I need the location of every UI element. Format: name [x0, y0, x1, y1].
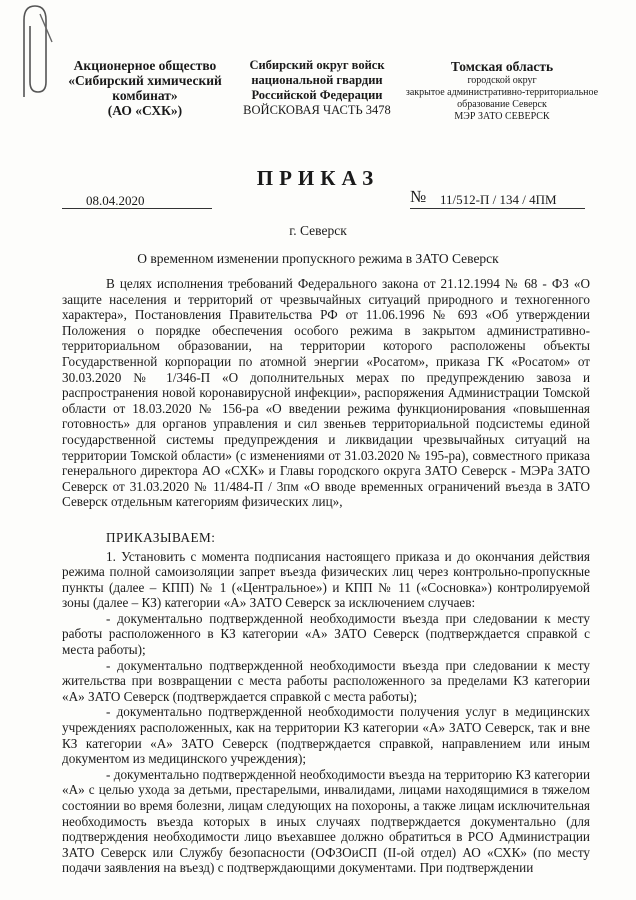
document-body — [62, 276, 590, 876]
order-point-1: 1. Установить с момента подписания настоящего приказа и до окончания действия режима полной самоизоляции запрет въезда физических лиц через контрольно-пропускные пункты (далее – КПП) № 1 («Центральное») и КПП № 11 («Сосновка») контролируемой зоны (далее – КЗ) категории «А» ЗАТО Северск за исключением случаев: — [62, 548, 590, 611]
document-number: 11/512-П / 134 / 4ПМ — [440, 192, 557, 207]
document-title: ПРИКАЗ — [256, 166, 380, 190]
org-line: Томская область — [450, 59, 554, 74]
header-middle-org — [232, 58, 402, 118]
header-right-org — [402, 58, 602, 123]
org-line: Российской Федерации — [251, 88, 383, 102]
org-line: (АО «СХК») — [107, 103, 183, 118]
org-line: городской округ — [467, 75, 537, 86]
org-line: Сибирский округ войск — [249, 58, 385, 72]
date-underline — [62, 208, 212, 209]
number-sign: № — [410, 187, 427, 206]
header-left-org — [55, 58, 235, 118]
paperclip-icon — [16, 2, 56, 102]
order-list-item: - документально подтвержденной необходимости въезда на территорию КЗ категории «А» с целью ухода за детьми, престарелыми, инвалидами, лицами находящимися в тяжелом состоянии во время болезни, лицам следующих на похороны, а также лицам исключительная необходимость въезда которых в иных случаях подтверждается документально (для подтверждения необходимости лицо въехавшее должно обратиться в РСО Администрации ЗАТО Северск или Службу безопасности (ОФЗОиСП (II-ой отдел) АО «СХК» (по месту подачи заявления на въезд) с подтверждающими документами. При подтверждении — [62, 766, 590, 876]
org-line: «Сибирский химический — [68, 73, 222, 88]
org-line: закрытое административно-территориальное — [405, 87, 599, 98]
document-subject: О временном изменении пропускного режима в ЗАТО Северск — [137, 251, 499, 266]
org-line: образование Северск — [457, 99, 547, 110]
number-underline — [410, 208, 585, 209]
preamble-paragraph: В целях исполнения требований Федерального закона от 21.12.1994 № 68 - ФЗ «О защите населения и территорий от чрезвычайных ситуаций природного и техногенного характера», Постановления Правительства РФ от 11.06.1996 № 693 «Об утверждении Положения о порядке обеспечения особого режима в закрытом административно-территориальном образовании, на территории которого расположены объекты Государственной корпорации по атомной энергии «Росатом», приказа ГК «Росатом» от 30.03.2020 № 1/346-П «О дополнительных мерах по предупреждению завоза и распространения новой коронавирусной инфекции», распоряжения Администрации Томской области от 18.03.2020 № 156-ра «О введении режима функционирования «повышенная готовность» для органов управления и сил звеньев территориальной подсистемы единой государственной системы предупреждения и ликвидации чрезвычайных ситуаций на территории Томской области» (с изменениями от 31.03.2020 № 195-ра), совместного приказа генерального директора АО «СХК» и Главы городского округа ЗАТО Северск - МЭРа ЗАТО Северск от 31.03.2020 № 11/484-П / 3пм «О вводе временных ограничений въезда в ЗАТО Северск отдельным категориям физических лиц», — [62, 276, 590, 510]
order-word: ПРИКАЗЫВАЕМ: — [106, 529, 216, 545]
document-city: г. Северск — [289, 223, 347, 238]
order-list-item: - документально подтвержденной необходимости въезда при следовании к месту жительства при возвращении с места работы расположенного за пределами КЗ категории «А» ЗАТО Северск (подтверждается справкой с места работы); — [62, 657, 590, 704]
org-line: комбинат» — [112, 88, 178, 103]
document-date: 08.04.2020 — [86, 193, 145, 208]
order-list-item: - документально подтвержденной необходимости получения услуг в медицинских учреждениях расположенных, как на территории КЗ категории «А» ЗАТО Северск, так и вне КЗ категории «А» ЗАТО Северск (подтверждается справкой, направлением или иным документом из медицинского учреждения); — [62, 704, 590, 767]
org-line: Акционерное общество — [73, 58, 217, 73]
order-list-item: - документально подтвержденной необходимости въезда при следовании к месту работы расположенного в КЗ категории «А» ЗАТО Северск (подтверждается справкой с места работы); — [62, 610, 590, 658]
org-line: национальной гвардии — [251, 73, 383, 87]
org-line: МЭР ЗАТО СЕВЕРСК — [454, 111, 550, 122]
org-line: ВОЙСКОВАЯ ЧАСТЬ 3478 — [243, 103, 391, 117]
